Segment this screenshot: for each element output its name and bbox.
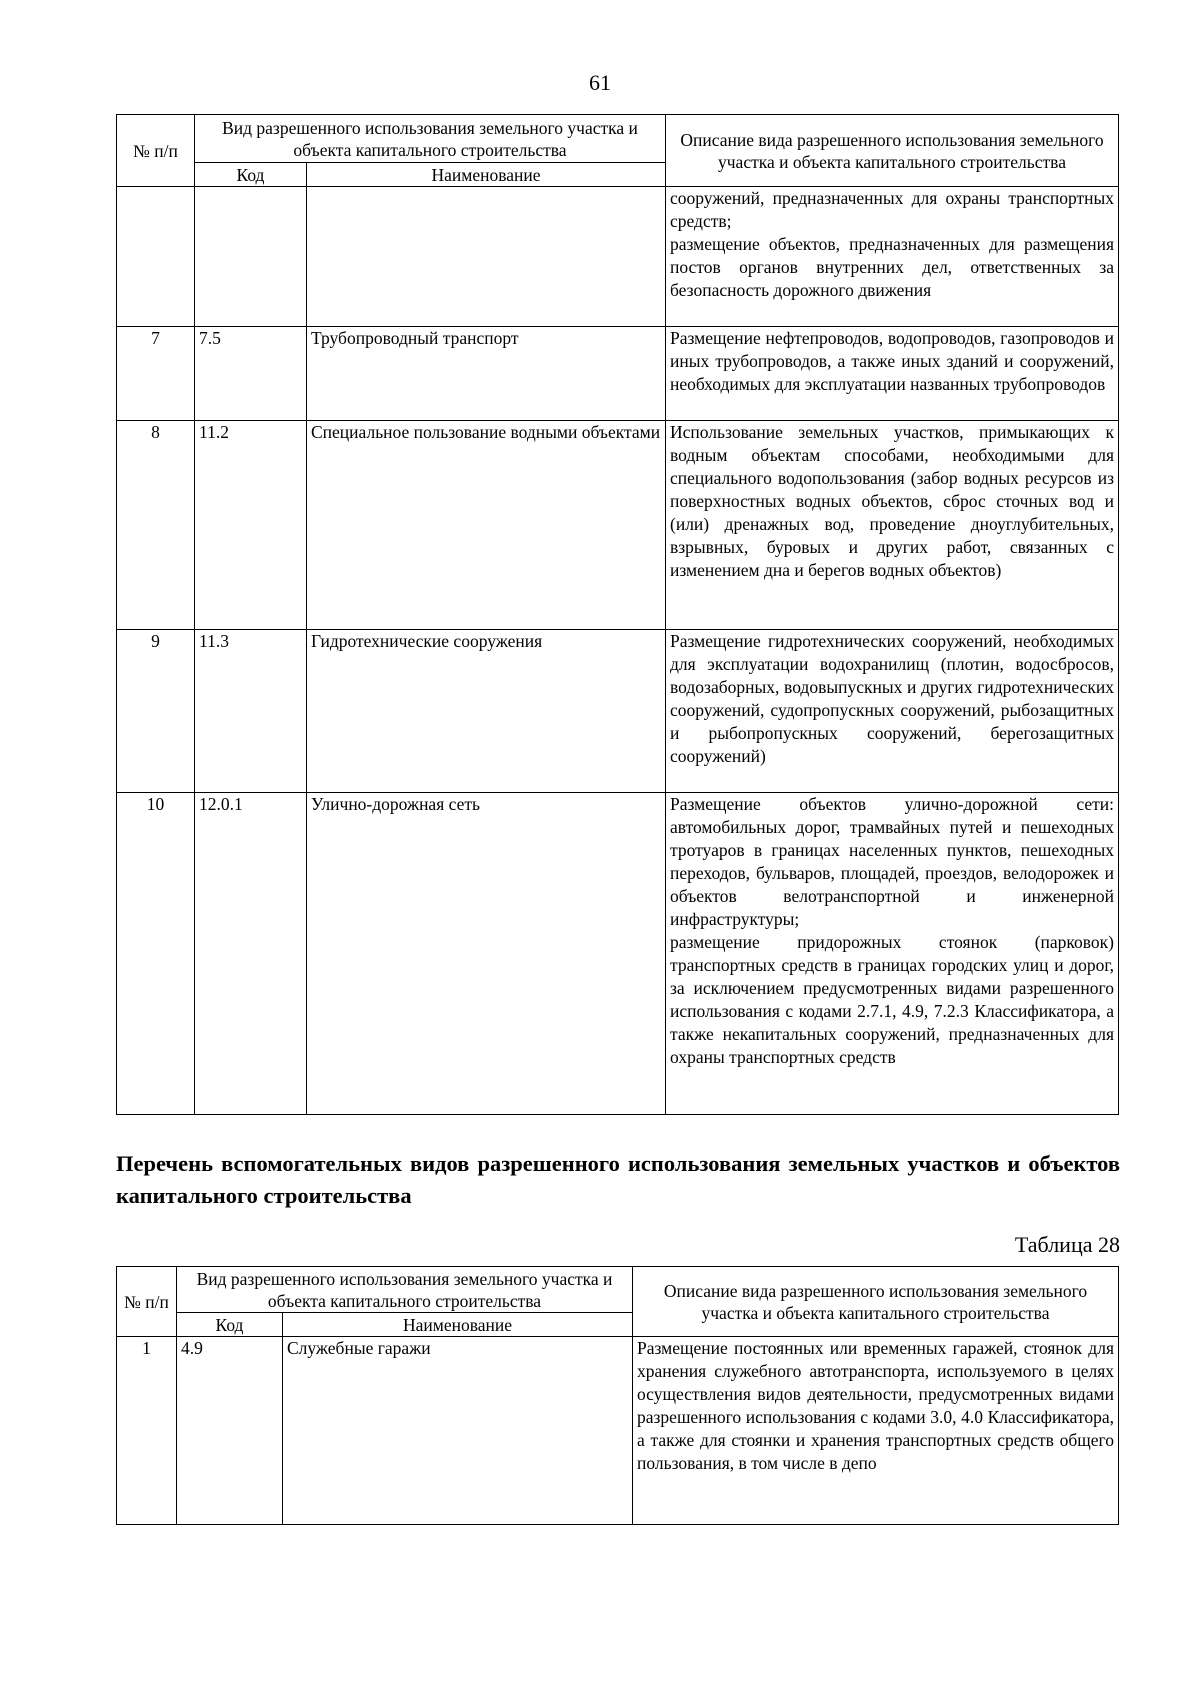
header-group: Вид разрешенного использования земельного участка и объекта капитального строительства [177, 1267, 633, 1313]
row-name: Служебные гаражи [283, 1337, 633, 1525]
row-code [195, 187, 307, 327]
header-description: Описание вида разрешенного использования земельного участка и объекта капитального строительства [666, 115, 1119, 187]
row-name: Специальное пользование водными объектами [307, 421, 666, 630]
header-description: Описание вида разрешенного использования земельного участка и объекта капитального строительства [633, 1267, 1119, 1337]
description-paragraph: сооружений, предназначенных для охраны транспортных средств; [670, 188, 1114, 231]
section-heading: Перечень вспомогательных видов разрешенного использования земельных участков и объектов капитального строительства [116, 1151, 1120, 1208]
description-paragraph: размещение придорожных стоянок (парковок) транспортных средств в границах городских улиц и дорог, за исключением предусмотренных видами разрешенного использования с кодами 2.7.1, 4.9, 7.2.3 Классификатора, а также некапитальных сооружений, предназначенных для охраны транспортных средств [670, 932, 1114, 1067]
table-row [117, 421, 1119, 630]
row-name: Улично-дорожная сеть [307, 793, 666, 1115]
row-code: 11.2 [195, 421, 307, 630]
table-row [117, 630, 1119, 793]
description-paragraph: Размещение объектов улично-дорожной сети: автомобильных дорог, трамвайных путей и пешеходных тротуаров в границах населенных пунктов, пешеходных переходов, бульваров, площадей, проездов, велодорожек и объектов велотранспортной и инженерной инфраструктуры; [670, 794, 1114, 929]
description-paragraph: Размещение нефтепроводов, водопроводов, газопроводов и иных трубопроводов, а также иных зданий и сооружений, необходимых для эксплуатации названных трубопроводов [670, 328, 1114, 394]
header-code: Код [177, 1313, 283, 1337]
description-paragraph: размещение объектов, предназначенных для размещения постов органов внутренних дел, ответственных за безопасность дорожного движения [670, 234, 1114, 300]
row-description [666, 327, 1119, 421]
auxiliary-use-table [116, 1266, 1119, 1525]
description-paragraph: Использование земельных участков, примыкающих к водным объектам способами, необходимыми для специального водопользования (забор водных ресурсов из поверхностных водных объектов, сброс сточных вод и (или) дренажных вод, проведение дноуглубительных, взрывных, буровых и других работ, связанных с изменением дна и берегов водных объектов) [670, 422, 1114, 580]
header-code: Код [195, 163, 307, 187]
row-num: 7 [117, 327, 195, 421]
row-description [666, 630, 1119, 793]
row-description: Размещение постоянных или временных гаражей, стоянок для хранения служебного автотранспорта, используемого в целях осуществления видов деятельности, предусмотренных видами разрешенного использования с кодами 3.0, 4.0 Классификатора, а также для стоянки и хранения транспортных средств общего пользования, в том числе в депо [633, 1337, 1119, 1525]
row-num [117, 187, 195, 327]
table-row [117, 793, 1119, 1115]
table-row [117, 327, 1119, 421]
description-paragraph: Размещение гидротехнических сооружений, необходимых для эксплуатации водохранилищ (плотин, водосбросов, водозаборных, водовыпускных и других гидротехнических сооружений, судопропускных сооружений, рыбозащитных и рыбопропускных сооружений, берегозащитных сооружений) [670, 631, 1114, 766]
row-num: 8 [117, 421, 195, 630]
header-num: № п/п [117, 115, 195, 187]
row-description [666, 187, 1119, 327]
table-row [117, 1337, 1119, 1525]
header-name: Наименование [307, 163, 666, 187]
row-num: 9 [117, 630, 195, 793]
header-name: Наименование [283, 1313, 633, 1337]
table-label: Таблица 28 [1014, 1232, 1120, 1257]
header-group: Вид разрешенного использования земельного участка и объекта капитального строительства [195, 115, 666, 163]
row-code: 4.9 [177, 1337, 283, 1525]
row-description [666, 421, 1119, 630]
row-num: 10 [117, 793, 195, 1115]
table-row [117, 187, 1119, 327]
row-num: 1 [117, 1337, 177, 1525]
row-description [666, 793, 1119, 1115]
row-code: 12.0.1 [195, 793, 307, 1115]
permitted-use-table [116, 114, 1119, 1115]
row-name: Гидротехнические сооружения [307, 630, 666, 793]
header-num: № п/п [117, 1267, 177, 1337]
row-code: 11.3 [195, 630, 307, 793]
page-number: 61 [589, 70, 611, 95]
row-name [307, 187, 666, 327]
row-code: 7.5 [195, 327, 307, 421]
row-name: Трубопроводный транспорт [307, 327, 666, 421]
